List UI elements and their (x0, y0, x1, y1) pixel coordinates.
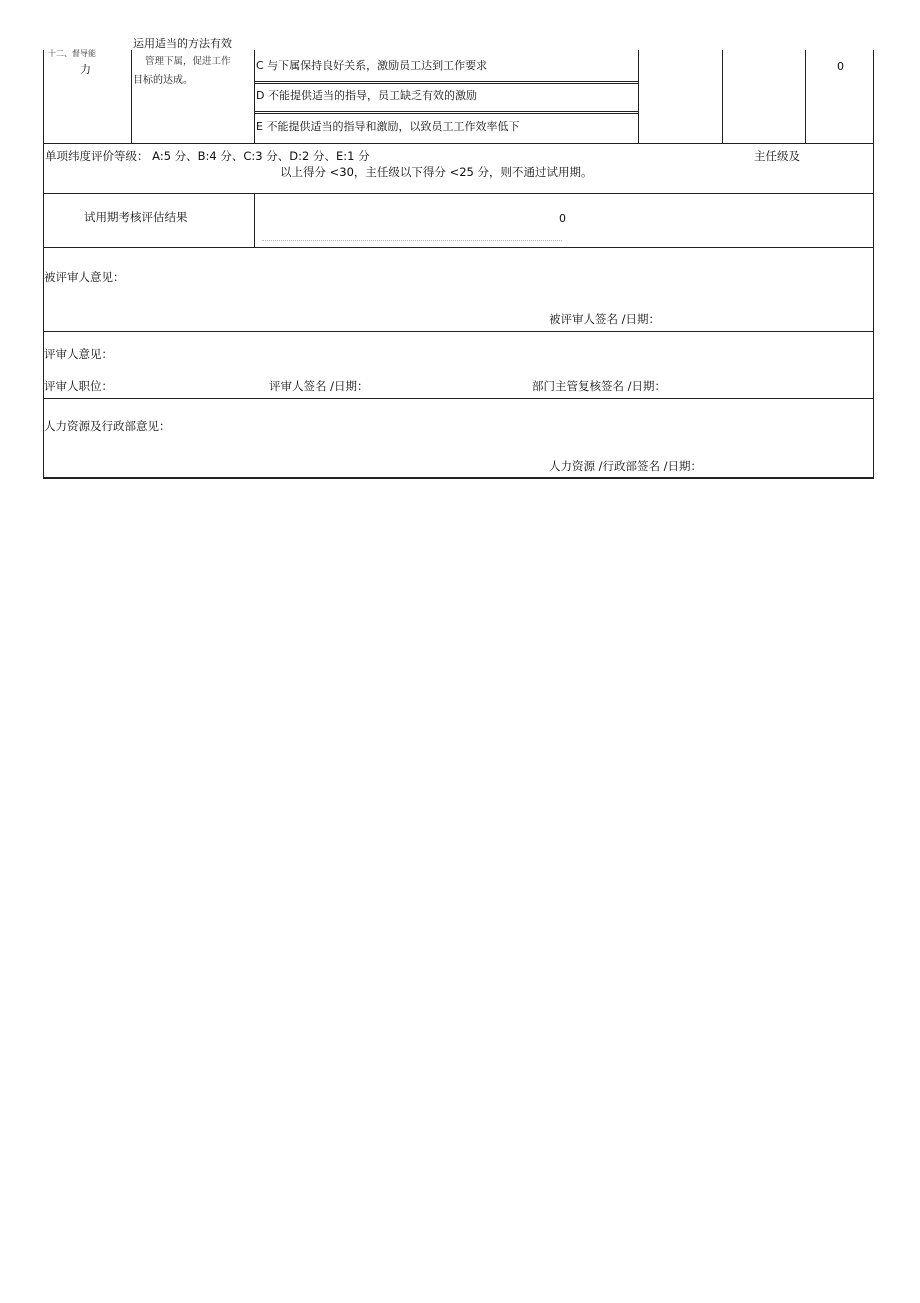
supervisor-signature-label: 部门主管复核签名 /日期： (532, 379, 667, 393)
hr-signature-label: 人力资源 /行政部签名 /日期： (549, 459, 703, 473)
hr-opinion-label: 人力资源及行政部意见： (44, 419, 171, 433)
dimension-score: 0 (837, 60, 844, 73)
reviewer-signature-label: 评审人签名 /日期： (269, 379, 369, 393)
reviewee-opinion-label: 被评审人意见： (44, 270, 125, 284)
dimension-label-cont: 力 (80, 63, 91, 76)
result-value[interactable]: 0 (559, 212, 566, 225)
option-e: E 不能提供适当的指导和激励，以致员工工作效率低下 (256, 120, 520, 133)
option-d: D 不能提供适当的指导，员工缺乏有效的激励 (256, 89, 477, 102)
rating-rule-right: 主任级及 (754, 149, 800, 163)
result-label: 试用期考核评估结果 (84, 210, 188, 224)
dimension-label: 十二、督导能 (48, 49, 96, 58)
option-c: C 与下属保持良好关系，激励员工达到工作要求 (256, 59, 488, 72)
dotted-guide (262, 240, 562, 241)
dimension-description: 运用适当的方法有效 (133, 37, 232, 50)
reviewer-opinion-label: 评审人意见： (44, 347, 113, 361)
reviewer-position-label: 评审人职位： (44, 379, 113, 393)
dimension-description-line3: 目标的达成。 (133, 75, 193, 86)
rating-rule: 单项纬度评价等级： A:5 分、B:4 分、C:3 分、D:2 分、E:1 分 (45, 149, 370, 163)
rating-rule-cont: 以上得分 <30，主任级以下得分 <25 分，则不通过试用期。 (280, 165, 593, 179)
reviewee-signature-label: 被评审人签名 /日期： (549, 312, 661, 326)
dimension-description-line2: 管理下属，促进工作 (145, 56, 231, 67)
